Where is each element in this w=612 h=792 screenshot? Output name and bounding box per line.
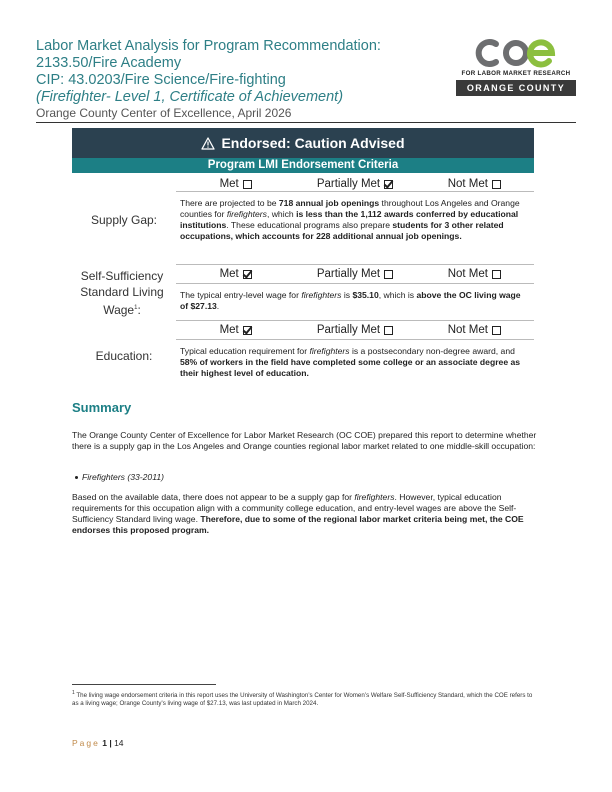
summary-heading: Summary	[72, 400, 132, 415]
warning-triangle-icon	[201, 137, 215, 150]
summary-intro: The Orange County Center of Excellence for Labor Market Research (OC COE) prepared this report to determine whether there is a supply gap in the Los Angeles and Orange counties regional labor market related to one middle-skill occupation:	[72, 430, 537, 451]
text-run: above the OC living wage of $27.13	[180, 290, 521, 311]
text-run: , which is	[378, 290, 417, 300]
option-not-met	[415, 176, 534, 192]
page-total: 14	[114, 738, 124, 748]
header-divider	[36, 122, 576, 123]
endorsement-status: Endorsed: Caution Advised	[221, 135, 405, 151]
text-run: . These educational programs also prepare	[226, 220, 393, 230]
text-run: is less than the 1,112 awards conferred by educational institutions	[180, 209, 519, 230]
text-run: firefighters	[309, 346, 350, 356]
row-divider	[176, 320, 534, 321]
checkbox-met	[243, 326, 252, 335]
footnote-marker: 1	[72, 690, 75, 696]
org-date: Orange County Center of Excellence, April 2026	[36, 106, 292, 120]
option-not-met	[415, 322, 534, 338]
footnote-divider	[72, 684, 216, 685]
occupation-bullet: Firefighters (33-2011)	[82, 472, 164, 482]
criteria-title: Program LMI Endorsement Criteria	[72, 158, 534, 173]
option-met-label: Met	[219, 178, 239, 190]
option-partial-label: Partially Met	[316, 268, 381, 280]
text-run: firefighters	[226, 209, 267, 219]
text-run: There are projected to be	[180, 198, 279, 208]
page-number: Page 1 | 14	[72, 738, 124, 748]
criterion-label-text: Self-Sufficiency Standard Living Wage	[80, 269, 164, 317]
report-header	[36, 38, 436, 120]
option-met-label: Met	[219, 324, 239, 336]
option-partial-label: Partially Met	[316, 324, 381, 336]
checkbox-not-met	[492, 326, 501, 335]
footnote-text: The living wage endorsement criteria in this report uses the University of Washington’s Center for Women’s Welfare Self-Sufficiency Standard, which the COE refers to as a living wage; Orange County’s living wage of $27.13, was last updated in March 2024.	[72, 692, 533, 708]
text-run: The typical entry-level wage for	[180, 290, 302, 300]
text-run: students for 3 other related occupations, which accounts for 228 additional annual job openings.	[180, 220, 504, 241]
criterion-options	[176, 322, 534, 338]
text-run: throughout Los Angeles and Orange counties for	[180, 198, 520, 219]
option-partially-met	[295, 176, 414, 192]
text-run: 58% of workers in the field have completed some college or an associate degree as their highest level of education.	[180, 357, 521, 378]
option-met-label: Met	[219, 268, 239, 280]
criterion-label	[72, 268, 172, 318]
criterion-description	[180, 198, 530, 242]
coe-logo	[456, 38, 576, 106]
endorsement-banner	[72, 128, 534, 158]
report-title: Labor Market Analysis for Program Recommendation:	[36, 38, 381, 54]
text-run: is	[341, 290, 353, 300]
text-run: , which	[266, 209, 297, 219]
option-not-met-label: Not Met	[447, 324, 488, 336]
text-run: $35.10	[352, 290, 379, 300]
criterion-options	[176, 266, 534, 282]
criterion-description	[180, 346, 530, 379]
cip-code: CIP: 43.0203/Fire Science/Fire-fighting	[36, 72, 286, 88]
checkbox-partially-met	[384, 326, 393, 335]
option-partially-met	[295, 322, 414, 338]
option-not-met	[415, 266, 534, 282]
row-divider	[176, 283, 534, 284]
checkbox-partially-met	[384, 180, 393, 189]
criterion-supply-gap	[72, 174, 534, 262]
criterion-education	[72, 322, 534, 384]
text-run: . However, typical education requirements for this occupation align with a community college education, and entry-level wages are above the Self-Sufficiency Standard living wage.	[72, 492, 517, 524]
text-run: firefighters	[354, 492, 395, 502]
option-partially-met	[295, 266, 414, 282]
option-not-met-label: Not Met	[447, 178, 488, 190]
logo-region: ORANGE COUNTY	[456, 80, 576, 96]
criterion-living-wage	[72, 266, 534, 318]
row-divider	[176, 191, 534, 192]
footnote-ref: 1	[134, 305, 138, 311]
checkbox-not-met	[492, 180, 501, 189]
option-met	[176, 266, 295, 282]
text-run: Therefore, due to some of the regional labor market criteria being met, the COE endorses this proposed program.	[72, 514, 524, 535]
text-run: .	[216, 301, 220, 311]
checkbox-met	[243, 270, 252, 279]
text-run: firefighters	[301, 290, 342, 300]
page-current: 1	[102, 738, 107, 748]
criterion-label-suffix: :	[137, 303, 141, 317]
checkbox-not-met	[492, 270, 501, 279]
program-code: 2133.50/Fire Academy	[36, 55, 182, 71]
text-run: is a postsecondary non-degree award, and	[349, 346, 515, 356]
option-met	[176, 322, 295, 338]
footnote	[72, 689, 538, 708]
criterion-options	[176, 176, 534, 192]
text-run: Based on the available data, there does not appear to be a supply gap for	[72, 492, 355, 502]
checkbox-met	[243, 180, 252, 189]
summary-conclusion	[72, 492, 538, 536]
text-run: Typical education requirement for	[180, 346, 310, 356]
criterion-label: Supply Gap:	[90, 213, 158, 227]
bullet-dot	[75, 476, 78, 479]
text-run: 718 annual job openings	[278, 198, 380, 208]
row-divider	[176, 264, 534, 265]
criterion-description	[180, 290, 530, 312]
criterion-label: Education:	[95, 349, 153, 363]
program-award: (Firefighter- Level 1, Certificate of Achievement)	[36, 89, 344, 105]
checkbox-partially-met	[384, 270, 393, 279]
option-met	[176, 176, 295, 192]
option-partial-label: Partially Met	[316, 178, 381, 190]
row-divider	[176, 339, 534, 340]
option-not-met-label: Not Met	[447, 268, 488, 280]
coe-logo-mark	[472, 38, 560, 68]
page-label: Page	[72, 738, 100, 748]
logo-tagline: FOR LABOR MARKET RESEARCH	[461, 70, 571, 77]
